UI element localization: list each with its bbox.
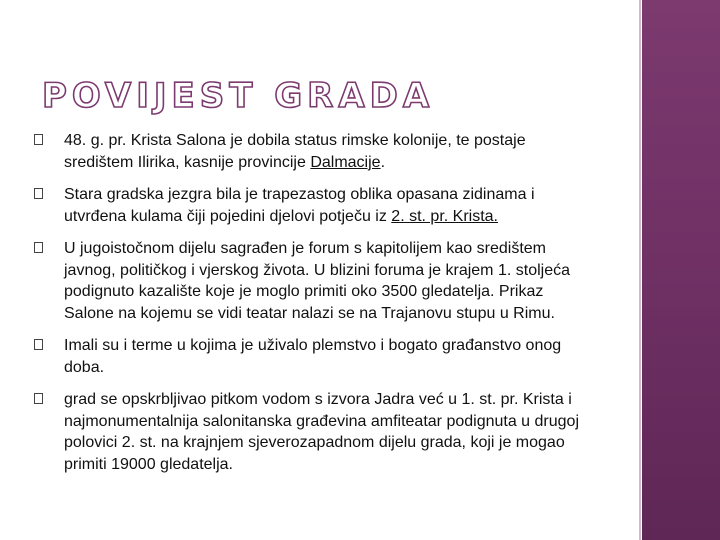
missing-glyph-box-icon — [34, 242, 43, 253]
missing-glyph-box-icon — [34, 339, 43, 350]
slide-title: POVIJEST GRADA — [42, 76, 435, 116]
bullet-text: Stara gradska jezgra bila je trapezastog oblika opasana zidinama i utvrđena kulama čiji pojedini djelovi potječu iz — [64, 186, 535, 225]
bullet-text: U jugoistočnom dijelu sagrađen je forum s kapitolijem kao središtem javnog, političkog i vjerskog života. U blizini foruma je krajem 1. stoljeća podignuto kazalište koje je moglo primiti oko 3500 gledatelja. Prikaz Salone na kojemu se vidi teatar nalazi se na Trajanovu stupu u Rimu. — [64, 240, 570, 322]
bullet-item — [34, 335, 594, 378]
bullet-item — [34, 389, 594, 475]
bullet-item — [34, 238, 594, 324]
bullet-link-2-st-pr-krista[interactable]: 2. st. pr. Krista. — [391, 207, 498, 225]
bullet-text: . — [380, 153, 386, 171]
missing-glyph-box-icon — [34, 134, 43, 145]
bullet-item — [34, 184, 594, 227]
missing-glyph-box-icon — [34, 188, 43, 199]
side-divider-line — [639, 0, 641, 540]
bullet-list — [34, 130, 594, 486]
bullet-text: 48. g. pr. Krista Salona je dobila status rimske kolonije, te postaje središtem Ilirika, kasnije provincije — [64, 132, 526, 171]
side-decorative-band — [642, 0, 720, 540]
bullet-text: Imali su i terme u kojima je uživalo plemstvo i bogato građanstvo onog doba. — [64, 337, 562, 376]
bullet-link-dalmacije[interactable]: Dalmacije — [310, 153, 381, 171]
bullet-text: grad se opskrbljivao pitkom vodom s izvora Jadra već u 1. st. pr. Krista i najmonumentalnija salonitanska građevina amfiteatar podignuta u drugoj polovici 2. st. na krajnjem sjeverozapadnom dijelu grada, koji je mogao primiti 19000 gledatelja. — [64, 391, 579, 473]
bullet-item — [34, 130, 594, 173]
missing-glyph-box-icon — [34, 393, 43, 404]
